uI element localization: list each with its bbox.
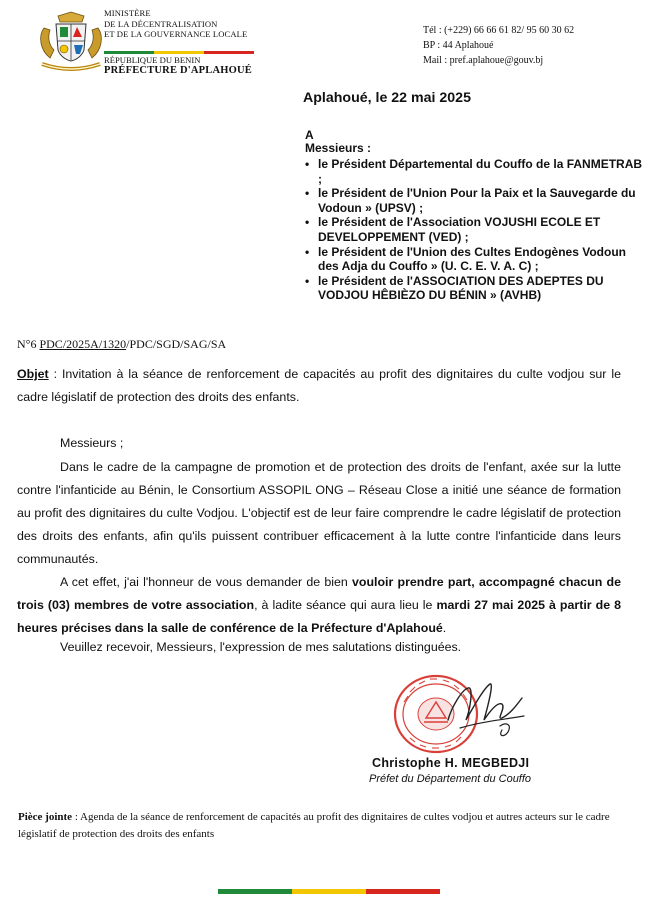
recipient-item: • le Président de l'Association VOJUSHI ECOLE ET DEVELOPPEMENT (VED) ; — [305, 215, 601, 244]
recipient-text: le Président de l'Association VOJUSHI ECOLE ET DEVELOPPEMENT (VED) ; — [318, 215, 601, 244]
p2-text-end: . — [442, 621, 447, 635]
reference-prefix: N°6 — [17, 337, 40, 351]
contact-email: Mail : pref.aplahoue@gouv.bj — [423, 55, 544, 67]
ministry-line-1: MINISTÈRE — [104, 8, 151, 18]
signer-name: Christophe H. MEGBEDJI — [372, 756, 530, 770]
body-paragraph-2 — [17, 571, 621, 640]
p2-bold-date-venue: mardi 27 mai 2025 à partir de 8 heures précises dans la salle de conférence de la Préfecture d'Aplahoué — [17, 598, 622, 635]
recipient-text: le Président de l'Union des Cultes Endogènes Vodoun des Adja du Couffo » (U. C. E. V. A. C) ; — [318, 244, 627, 274]
signer-title: Préfet du Département du Couffo — [369, 773, 532, 785]
prefecture-name: PRÉFECTURE D'APLAHOUÉ — [104, 65, 253, 76]
attachment-note — [18, 809, 622, 842]
ministry-line-2: DE LA DÉCENTRALISATION — [104, 18, 218, 29]
recipient-item: • le Président de l'Union des Cultes Endogènes Vodoun des Adja du Couffo » (U. C. E. V. A. C) ; — [305, 244, 627, 274]
recipient-text: le Président de l'Union Pour la Paix et la Sauvegarde du Vodoun » (UPSV) ; — [318, 186, 636, 215]
recipient-item: • le Président de l'Union Pour la Paix et la Sauvegarde du Vodoun » (UPSV) ; — [305, 186, 636, 215]
address-messieurs: Messieurs : — [305, 141, 372, 155]
coat-of-arms-emblem — [36, 10, 106, 76]
p2-text-c: , à ladite séance qui aura lieu le — [254, 598, 437, 612]
reference-suffix: /PDC/SGD/SAG/SA — [126, 337, 227, 351]
flag-green-band — [104, 51, 154, 54]
p2-text-a: A cet effet, j'ai l'honneur de vous demander de bien — [60, 575, 352, 589]
subject-label: Objet — [17, 367, 49, 381]
ministry-name — [104, 8, 247, 40]
recipient-item: • le Président de l'ASSOCIATION DES ADEPTES DU VODJOU HÊBIÈZO DU BÉNIN » (AVHB) — [305, 273, 604, 303]
footer-flag-band — [218, 889, 440, 894]
contact-phone: Tél : (+229) 66 66 61 82/ 95 60 30 62 — [423, 25, 575, 36]
subject-text: : Invitation à la séance de renforcement de capacités au profit des dignitaires du culte vodjou sur le cadre législatif de protection des droits des enfants. — [17, 367, 621, 404]
handwritten-signature-icon — [440, 676, 530, 744]
republic-name: RÉPUBLIQUE DU BENIN — [104, 55, 201, 65]
date-line: Aplahoué, le 22 mai 2025 — [303, 90, 471, 106]
address-to: A — [305, 128, 314, 142]
attachment-label: Pièce jointe — [18, 811, 73, 823]
recipient-text: le Président Départemental du Couffo de la FANMETRAB ; — [318, 157, 643, 186]
ministry-line-3: ET DE LA GOUVERNANCE LOCALE — [104, 29, 248, 39]
flag-yellow-band — [154, 51, 204, 54]
attachment-text: : Agenda de la séance de renforcement de capacités au profit des dignitaires de cultes vodjou et autres acteurs sur le cadre législatif de protection des droits des enfants — [18, 811, 610, 840]
closing-formula: Veuillez recevoir, Messieurs, l'expression de mes salutations distinguées. — [60, 640, 462, 654]
reference-number — [17, 337, 226, 352]
recipient-list — [305, 157, 643, 303]
p2-bold-participation: vouloir prendre part, accompagné chacun de trois (03) membres de votre association — [17, 575, 621, 612]
recipient-text: le Président de l'ASSOCIATION DES ADEPTES DU VODJOU HÊBIÈZO DU BÉNIN » (AVHB) — [318, 273, 604, 303]
flag-divider — [104, 51, 254, 54]
body-paragraph-1: Dans le cadre de la campagne de promotion et de protection des droits de l'enfant, axée sur la lutte contre l'infanticide au Bénin, le Consortium ASSOPIL ONG – Réseau Close a initié une séance de formation au profit des dignitaires du culte Vodjou. L'objectif est de leur faire comprendre le cadre législatif de protection des droits des enfants, afin qu'ils puissent contribuer efficacement à la lutte contre l'infanticide dans leurs communautés. — [17, 460, 621, 566]
reference-code: PDC/2025A/1320 — [39, 337, 127, 351]
footer-flag-yellow — [292, 889, 366, 894]
contact-po-box: BP : 44 Aplahoué — [423, 40, 494, 52]
recipient-item: • le Président Départemental du Couffo de la FANMETRAB ; — [305, 157, 643, 186]
flag-red-band — [204, 51, 254, 54]
contact-block — [423, 23, 574, 69]
subject-line — [17, 363, 621, 409]
footer-flag-green — [218, 889, 292, 894]
footer-flag-red — [366, 889, 440, 894]
salutation: Messieurs ; — [60, 436, 124, 450]
